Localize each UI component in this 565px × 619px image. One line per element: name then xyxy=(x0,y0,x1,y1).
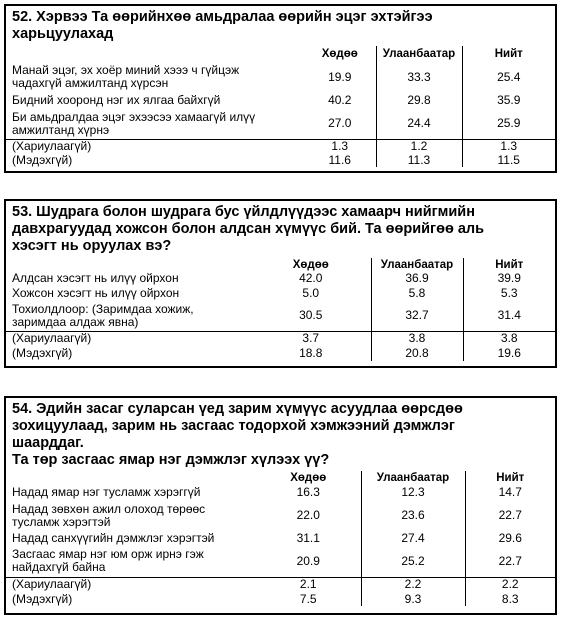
cell-value: 11.6 xyxy=(328,153,351,167)
question-54-box xyxy=(4,396,557,615)
cell-value: 19.9 xyxy=(328,69,352,84)
question-53-box xyxy=(4,199,557,368)
table-row xyxy=(6,301,555,331)
question-53-table xyxy=(6,258,555,361)
col-header-ulaanbaatar: Улаанбаатар xyxy=(376,46,462,62)
table-row xyxy=(6,577,555,592)
col-header-khudoo: Хөдөө xyxy=(292,258,329,271)
cell-value: 12.3 xyxy=(361,484,465,501)
col-header-khudoo: Хөдөө xyxy=(321,48,358,60)
table-row xyxy=(6,546,555,577)
cell-value: 2.2 xyxy=(465,577,555,592)
table-row xyxy=(6,331,555,346)
col-header-niit: Нийт xyxy=(462,46,555,62)
row-label: Надад зөвхөн ажил олоход төрөөс тусламж хэрэгтэй xyxy=(12,501,206,529)
cell-value: 9.3 xyxy=(361,592,465,606)
table-row xyxy=(6,271,555,286)
cell-value: 23.6 xyxy=(361,501,465,530)
cell-value: 22.7 xyxy=(465,546,555,577)
cell-value: 39.9 xyxy=(463,271,555,286)
table-row xyxy=(6,109,555,139)
cell-value: 27.4 xyxy=(361,530,465,546)
cell-value: 14.7 xyxy=(465,484,555,501)
cell-value: 2.2 xyxy=(361,577,465,592)
cell-value: 3.8 xyxy=(463,331,555,346)
cell-value: 5.3 xyxy=(463,286,555,301)
cell-value: 33.3 xyxy=(376,62,462,92)
row-label: (Хариулаагүй) xyxy=(6,139,304,153)
cell-value: 1.3 xyxy=(304,139,376,153)
col-header-niit: Нийт xyxy=(465,471,555,484)
cell-value: 31.4 xyxy=(463,301,555,331)
cell-value: 32.7 xyxy=(371,301,463,331)
cell-value: 3.8 xyxy=(371,331,463,346)
cell-value: 24.4 xyxy=(376,109,462,139)
cell-value: 22.0 xyxy=(296,508,320,522)
row-label: (Мэдэхгүй) xyxy=(12,592,73,606)
cell-value: 16.3 xyxy=(296,485,320,499)
cell-value: 11.5 xyxy=(462,153,555,167)
cell-value: 29.6 xyxy=(465,530,555,546)
row-label: Би амьдралдаа эцэг эхээсээ хамаагүй илүү амжилтанд хүрнэ xyxy=(12,109,256,137)
question-title: 53. Шудрага болон шудрага бус үйлдлүүдээс хамаарч нийгмийн давхрагуудад хожсон болон алдсан хүмүүс бий. Та өөрийгөө аль хэсэгт нь оруулах вэ? xyxy=(12,204,485,254)
table-row xyxy=(6,484,555,501)
table-row xyxy=(6,286,555,301)
col-header-ulaanbaatar: Улаанбаатар xyxy=(361,471,465,484)
table-row xyxy=(6,501,555,530)
question-title: 52. Хэрвээ Та өөрийнхөө амьдралаа өөрийн эцэг эхтэйгээ харьцуулахад xyxy=(12,9,433,42)
row-label: Тохиолдлоор: (Заримдаа хожиж, заримдаа алдаж явна) xyxy=(12,301,194,329)
question-54-table xyxy=(6,471,555,606)
question-52-box xyxy=(4,4,557,173)
row-label: Манай эцэг, эх хоёр миний хэээ ч гүйцэж чадахгүй амжилтанд хүрсэн xyxy=(12,63,240,90)
row-label: Алдсан хэсэгт нь илүү ойрхон xyxy=(12,271,179,285)
cell-value: 7.5 xyxy=(299,592,317,606)
cell-value: 22.7 xyxy=(465,501,555,530)
row-label: Бидний хооронд нэг их ялгаа байхгүй xyxy=(12,93,221,107)
row-label: (Мэдэхгүй) xyxy=(12,346,73,360)
cell-value: 1.2 xyxy=(376,139,462,153)
table-row xyxy=(6,139,555,153)
col-header-khudoo: Хөдөө xyxy=(290,471,327,484)
cell-value: 25.2 xyxy=(361,546,465,577)
table-row xyxy=(6,530,555,546)
table-row xyxy=(6,346,555,361)
table-row xyxy=(6,62,555,92)
cell-value: 8.3 xyxy=(465,592,555,606)
row-label: (Хариулаагүй) xyxy=(6,577,256,592)
cell-value: 40.2 xyxy=(328,93,352,107)
cell-value: 30.5 xyxy=(299,308,323,323)
cell-value: 5.8 xyxy=(371,286,463,301)
cell-value: 42.0 xyxy=(299,271,323,285)
cell-value: 20.9 xyxy=(296,553,320,568)
cell-value: 2.1 xyxy=(256,577,361,592)
col-header-niit: Нийт xyxy=(463,258,555,271)
row-label: Хожсон хэсэгт нь илүү ойрхон xyxy=(12,286,180,300)
row-label: (Хариулаагүй) xyxy=(6,331,251,346)
table-row xyxy=(6,153,555,167)
row-label: Надад санхүүгийн дэмжлэг хэрэгтэй xyxy=(12,530,215,545)
table-row xyxy=(6,592,555,606)
col-header-ulaanbaatar: Улаанбаатар xyxy=(371,258,463,271)
cell-value: 19.6 xyxy=(463,346,555,361)
question-52-table xyxy=(6,46,555,167)
table-row xyxy=(6,92,555,109)
row-label: Надад ямар нэг тусламж хэрэггүй xyxy=(12,485,201,499)
cell-value: 25.9 xyxy=(462,109,555,139)
cell-value: 35.9 xyxy=(462,92,555,109)
row-label: (Мэдэхгүй) xyxy=(12,153,73,167)
cell-value: 11.3 xyxy=(376,153,462,167)
cell-value: 29.8 xyxy=(376,92,462,109)
cell-value: 25.4 xyxy=(462,62,555,92)
cell-value: 1.3 xyxy=(462,139,555,153)
cell-value: 3.7 xyxy=(251,331,371,346)
question-title: 54. Эдийн засаг суларсан үед зарим хүмүүс асуудлаа өөрсдөө зохицуулаад, зарим нь засгаас тодорхой хэмжээний дэмжлэг шаарддаг. Та төр засгаас ямар нэг дэмжлэг хүлээх үү? xyxy=(12,401,463,468)
cell-value: 5.0 xyxy=(302,286,320,300)
cell-value: 36.9 xyxy=(371,271,463,286)
cell-value: 27.0 xyxy=(328,116,352,131)
row-label: Засгаас ямар нэг юм орж ирнэ гэж найдахгүй байна xyxy=(12,547,204,575)
cell-value: 20.8 xyxy=(371,346,463,361)
cell-value: 18.8 xyxy=(299,346,323,360)
cell-value: 31.1 xyxy=(296,530,320,545)
